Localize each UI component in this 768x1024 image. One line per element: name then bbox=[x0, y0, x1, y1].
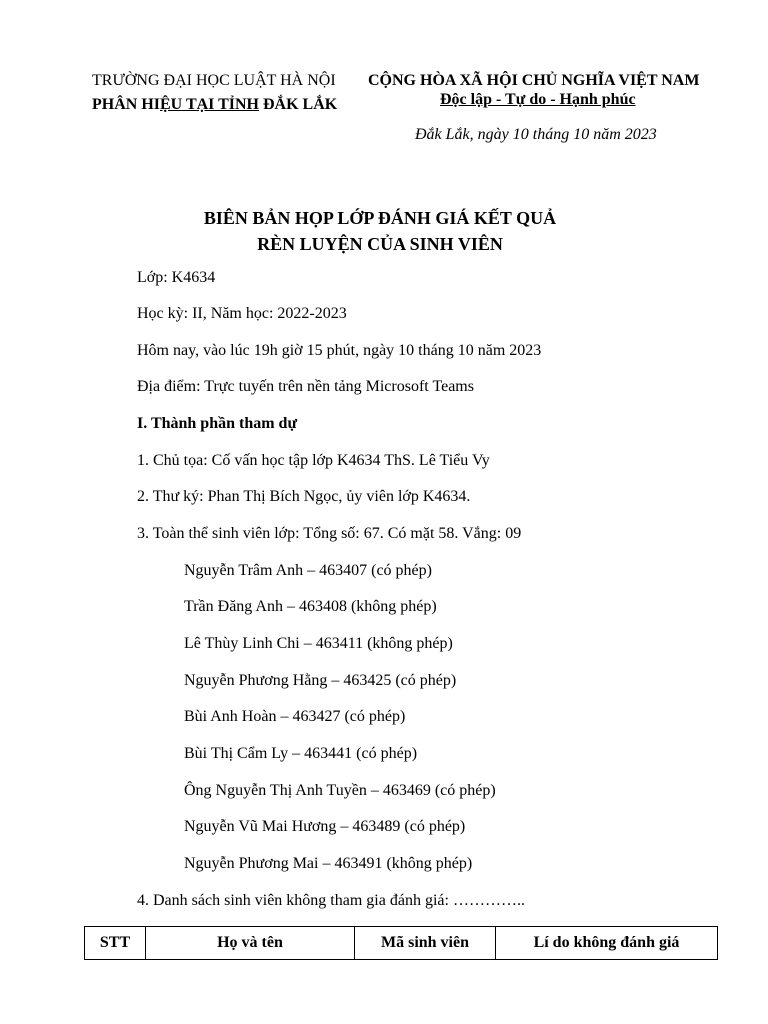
document-title-line2: RÈN LUYỆN CỦA SINH VIÊN bbox=[257, 234, 503, 254]
absentee-item: Nguyễn Phương Mai – 463491 (không phép) bbox=[184, 855, 473, 872]
secretary-line: 2. Thư ký: Phan Thị Bích Ngọc, ủy viên lớp K4634. bbox=[137, 488, 471, 505]
document-date: Đắk Lắk, ngày 10 tháng 10 năm 2023 bbox=[415, 126, 657, 143]
absentee-item: Nguyễn Phương Hằng – 463425 (có phép) bbox=[184, 672, 457, 689]
not-evaluated-line: 4. Danh sách sinh viên không tham gia đánh giá: ………….. bbox=[137, 892, 525, 909]
absentee-item: Ông Nguyễn Thị Anh Tuyền – 463469 (có phép) bbox=[184, 782, 496, 799]
branch-name-part1: PHÂN HI bbox=[92, 96, 160, 113]
column-header-name: Họ và tên bbox=[146, 927, 355, 960]
column-header-reason: Lí do không đánh giá bbox=[496, 927, 718, 960]
absentee-item: Lê Thùy Linh Chi – 463411 (không phép) bbox=[184, 635, 453, 652]
university-name: TRƯỜNG ĐẠI HỌC LUẬT HÀ NỘI bbox=[92, 72, 336, 89]
absentee-item: Nguyễn Trâm Anh – 463407 (có phép) bbox=[184, 562, 432, 579]
column-header-student-id: Mã sinh viên bbox=[355, 927, 496, 960]
not-evaluated-table bbox=[84, 926, 718, 960]
national-motto: Độc lập - Tự do - Hạnh phúc bbox=[440, 91, 636, 108]
absentee-item: Trần Đăng Anh – 463408 (không phép) bbox=[184, 598, 437, 615]
column-header-stt: STT bbox=[85, 927, 146, 960]
branch-name bbox=[92, 95, 337, 115]
branch-name-underlined: ỆU TẠI TỈNH bbox=[160, 96, 259, 113]
attendance-line: 3. Toàn thể sinh viên lớp: Tổng số: 67. Có mặt 58. Vắng: 09 bbox=[137, 525, 522, 542]
semester-info: Học kỳ: II, Năm học: 2022-2023 bbox=[137, 305, 347, 322]
meeting-time: Hôm nay, vào lúc 19h giờ 15 phút, ngày 10 tháng 10 năm 2023 bbox=[137, 342, 542, 359]
branch-name-part3: ĐẮK LẮK bbox=[259, 96, 338, 113]
class-info: Lớp: K4634 bbox=[137, 269, 216, 286]
chair-line: 1. Chủ tọa: Cố vấn học tập lớp K4634 ThS. Lê Tiểu Vy bbox=[137, 452, 490, 469]
absentee-item: Bùi Anh Hoàn – 463427 (có phép) bbox=[184, 708, 406, 725]
table-header-row bbox=[85, 927, 718, 960]
document-title-line1: BIÊN BẢN HỌP LỚP ĐÁNH GIÁ KẾT QUẢ bbox=[203, 208, 557, 228]
meeting-location: Địa điểm: Trực tuyến trên nền tảng Microsoft Teams bbox=[137, 378, 474, 395]
absentee-item: Bùi Thị Cẩm Ly – 463441 (có phép) bbox=[184, 745, 418, 762]
section-heading: I. Thành phần tham dự bbox=[137, 415, 298, 432]
absentee-item: Nguyễn Vũ Mai Hương – 463489 (có phép) bbox=[184, 818, 466, 835]
national-title: CỘNG HÒA XÃ HỘI CHỦ NGHĨA VIỆT NAM bbox=[368, 72, 700, 89]
